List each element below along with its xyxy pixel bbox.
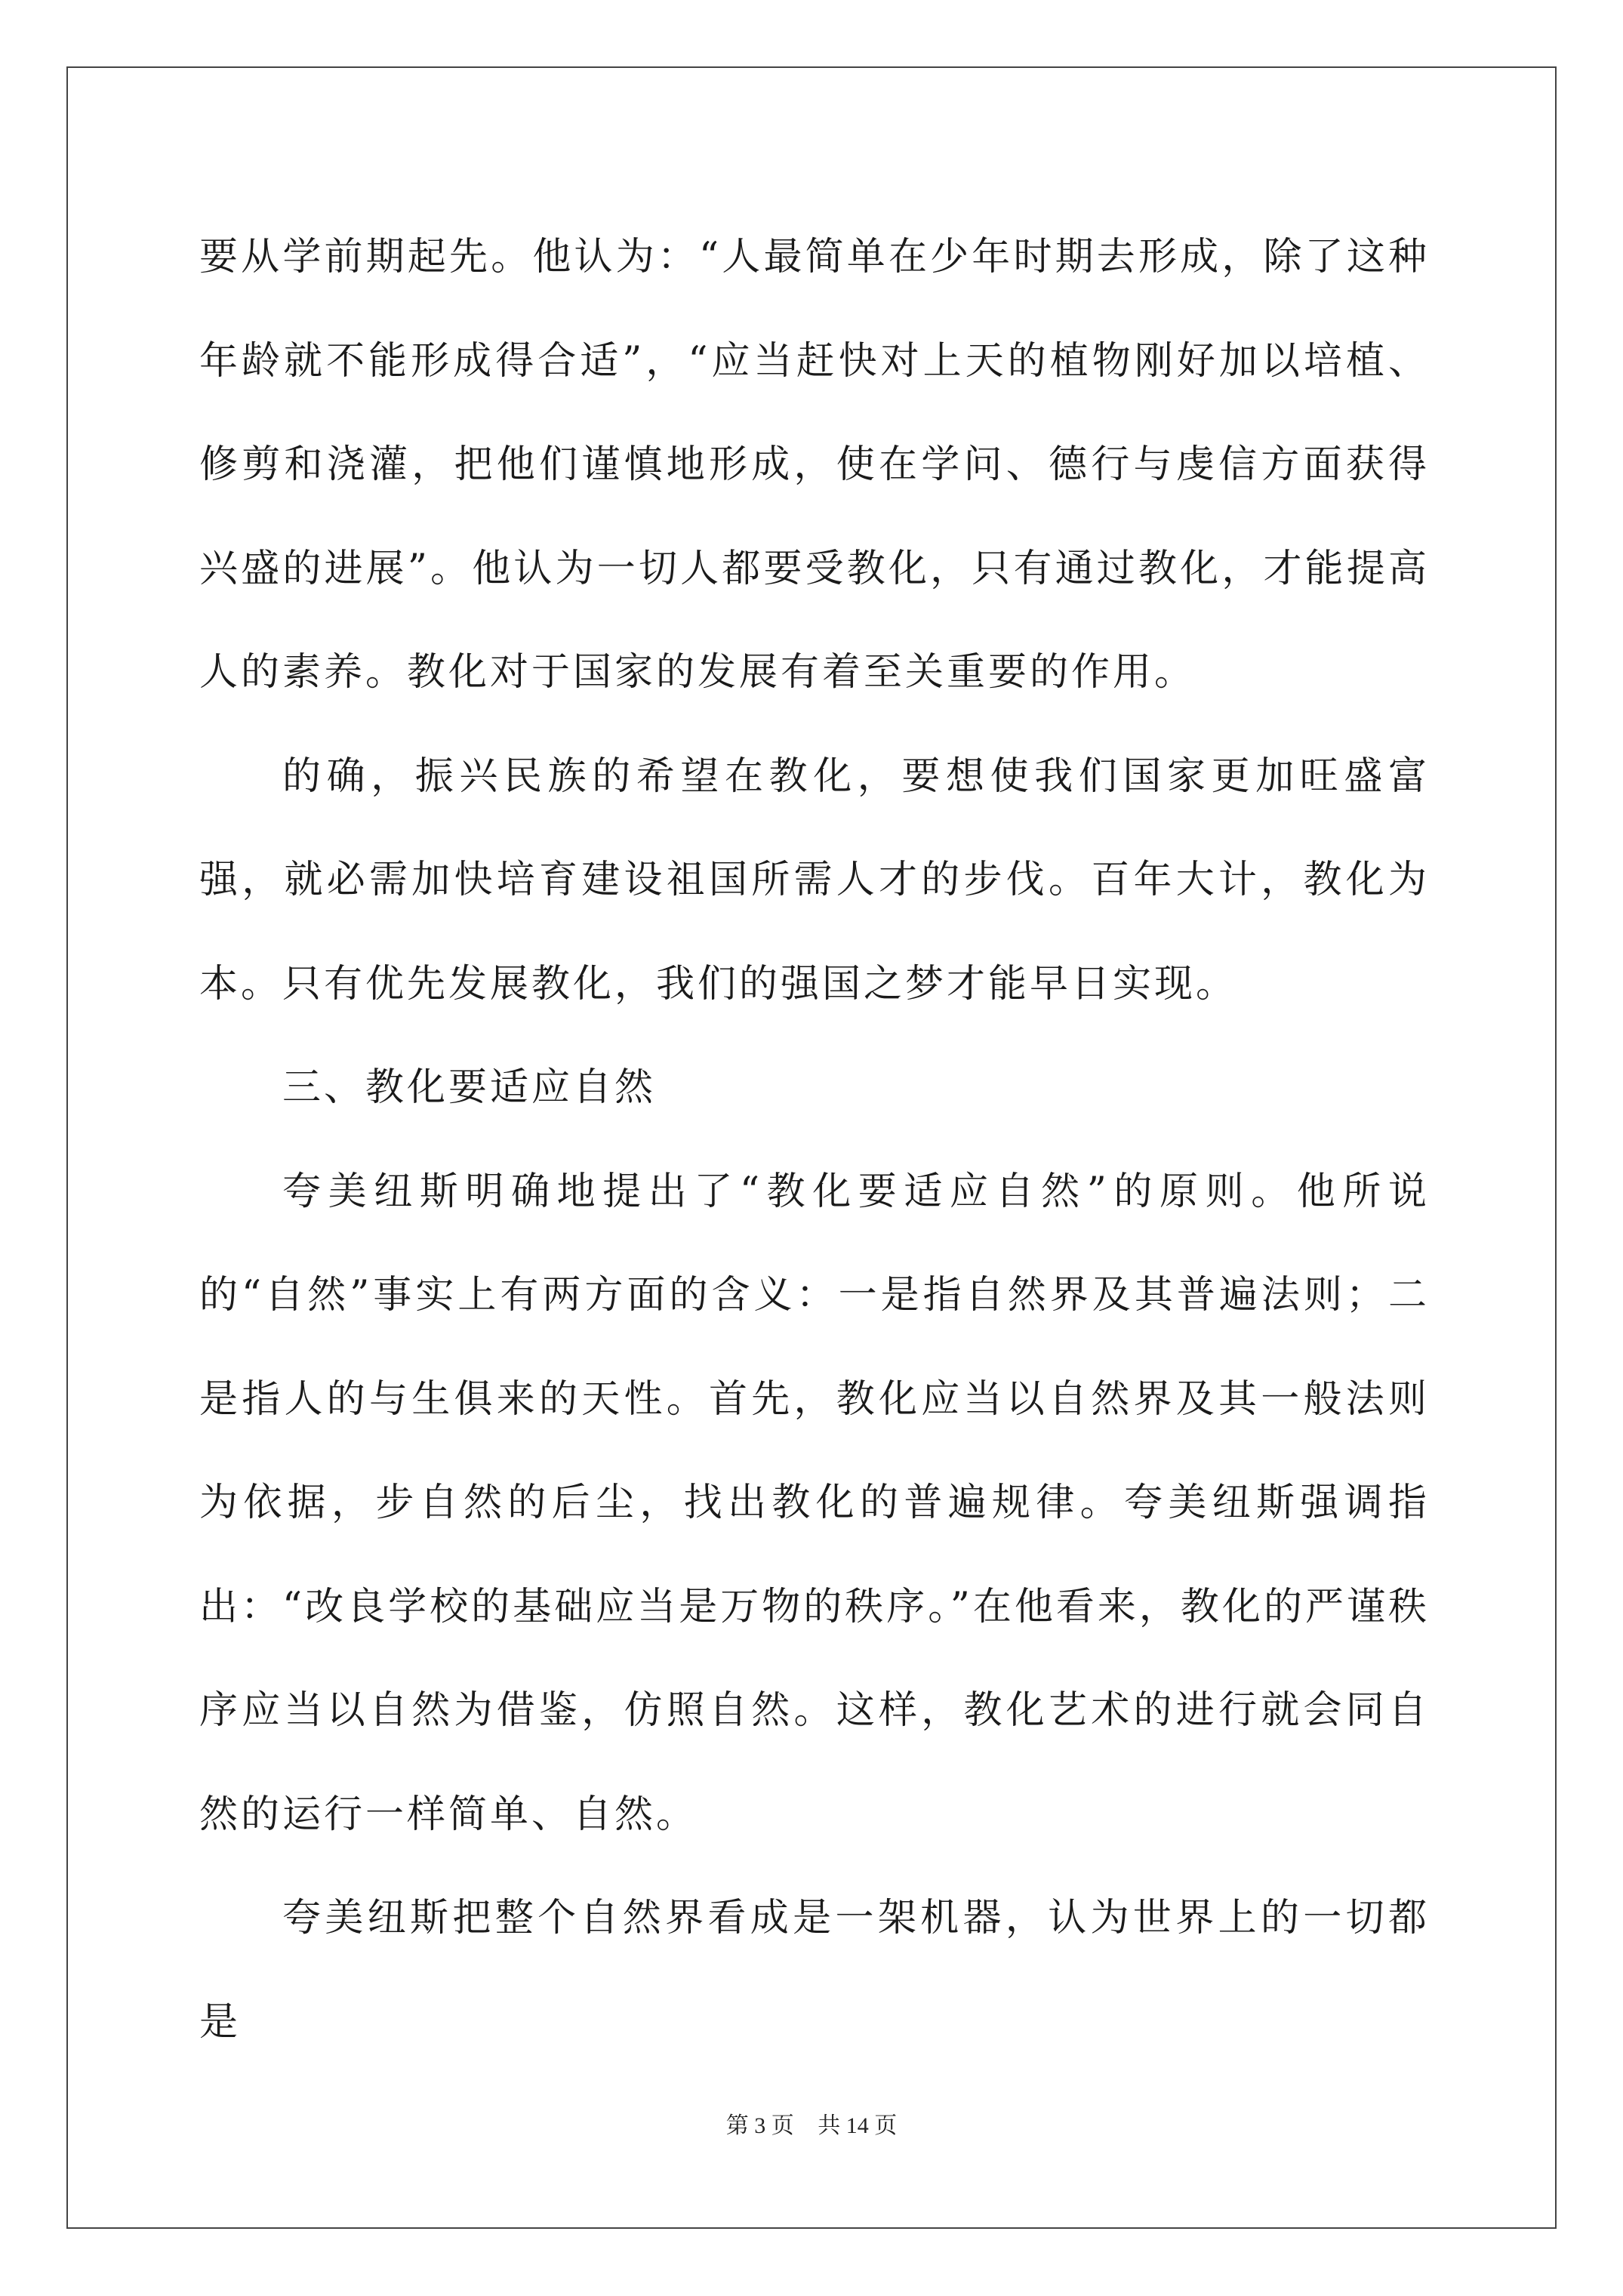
document-body bbox=[199, 205, 1430, 2074]
page-number: 第 3 页 bbox=[725, 2113, 794, 2138]
paragraph-2: 的确，振兴民族的希望在教化，要想使我们国家更加旺盛富强，就必需加快培育建设祖国所需人才的步伐。百年大计，教化为本。只有优先发展教化，我们的强国之梦才能早日实现。 bbox=[199, 754, 1430, 1006]
paragraph-1: 要从学前期起先。他认为：“人最简单在少年时期去形成，除了这种年龄就不能形成得合适”，“应当赶快对上天的植物刚好加以培植、修剪和浇灌，把他们谨慎地形成，使在学问、德行与虔信方面获得兴盛的进展”。他认为一切人都要受教化，只有通过教化，才能提高人的素养。教化对于国家的发展有着至关重要的作用。 bbox=[199, 235, 1430, 695]
paragraph-4: 夸美纽斯把整个自然界看成是一架机器，认为世界上的一切都是 bbox=[199, 1896, 1430, 2045]
section-heading: 三、教化要适应自然 bbox=[282, 1065, 657, 1110]
page-footer bbox=[0, 2106, 1623, 2140]
page-total: 共 14 页 bbox=[818, 2113, 898, 2138]
paragraph-3: 夸美纽斯明确地提出了“教化要适应自然”的原则。他所说的“自然”事实上有两方面的含义：一是指自然界及其普遍法则；二是指人的与生俱来的天性。首先，教化应当以自然界及其一般法则为依据，步自然的后尘，找出教化的普遍规律。夸美纽斯强调指出：“改良学校的基础应当是万物的秩序。”在他看来，教化的严谨秩序应当以自然为借鉴，仿照自然。这样，教化艺术的进行就会同自然的运行一样简单、自然。 bbox=[199, 1169, 1430, 1837]
